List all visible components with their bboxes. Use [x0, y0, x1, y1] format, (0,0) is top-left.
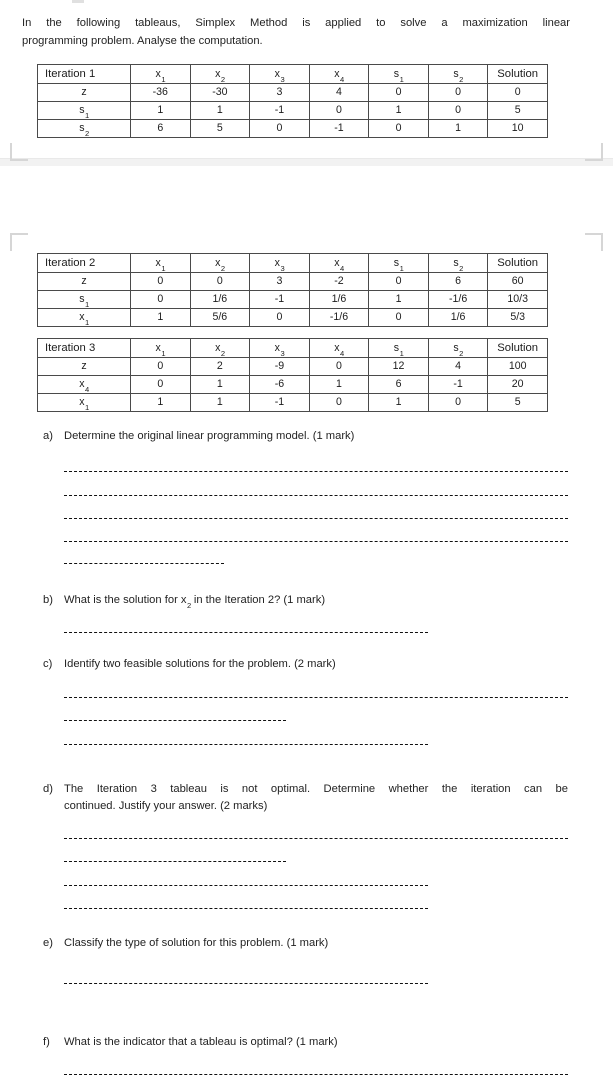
tableau-row: [38, 120, 548, 138]
tableau-row: [38, 394, 548, 412]
answer-line-a-2: [64, 495, 568, 496]
tableau-cell: 4: [428, 358, 488, 376]
answer-line-a-3: [64, 518, 568, 519]
tableau-solution-cell: 100: [488, 358, 548, 376]
question-b-text-post: in the Iteration 2? (1 mark): [190, 594, 326, 606]
tableau-cell: -30: [190, 84, 250, 102]
tableau-header-row: [38, 339, 548, 358]
tableau-title: Iteration 2: [38, 254, 131, 273]
tableau-row: [38, 358, 548, 376]
tableau-cell: 6: [131, 120, 191, 138]
tableau-cell: 4: [309, 84, 369, 102]
tableau-solution-cell: 5: [488, 394, 548, 412]
tableau-column-header-3: $x_3$: [250, 65, 310, 84]
question-c-text: Identify two feasible solutions for the problem. (2 mark): [64, 658, 336, 670]
tableau-cell: 6: [428, 273, 488, 291]
tableau-row-label-3: $x_1$: [38, 394, 131, 412]
tableau-cell: 3: [250, 84, 310, 102]
tableau-solution-cell: 10: [488, 120, 548, 138]
tableau-cell: 0: [428, 394, 488, 412]
question-e-text: Classify the type of solution for this problem. (1 mark): [64, 937, 329, 949]
tableau-column-header-5: $s_1$: [369, 65, 429, 84]
tableau-cell: 6: [369, 376, 429, 394]
tableau-cell: 0: [369, 84, 429, 102]
question-a-marker: a): [43, 430, 53, 442]
tableau-column-header-4: $x_4$: [309, 339, 369, 358]
intro-line-1: In the following tableaus, Simplex Method is applied to solve a maximization linear: [22, 17, 570, 29]
tableau-solution-cell: 5: [488, 102, 548, 120]
tableau-cell: 1: [369, 102, 429, 120]
tableau-cell: 1: [190, 102, 250, 120]
tableau-cell: -1: [250, 291, 310, 309]
question-e: [0, 935, 613, 952]
tableau-cell: 1: [131, 394, 191, 412]
tableau-row-label-3: $s_2$: [38, 120, 131, 138]
question-a-text: Determine the original linear programming model. (1 mark): [64, 430, 355, 442]
tableau-row-label-3: $x_1$: [38, 309, 131, 327]
tableau-cell: 0: [131, 376, 191, 394]
tableau-cell: 0: [250, 309, 310, 327]
answer-line-d-4: [64, 908, 428, 909]
question-d-text: [64, 781, 568, 815]
tableau-row: [38, 84, 548, 102]
question-b-text-pre: What is the solution for x: [64, 594, 187, 606]
tableau-column-header-1: $x_1$: [131, 254, 191, 273]
answer-line-a-1: [64, 471, 568, 472]
tableau-column-header-5: $s_1$: [369, 254, 429, 273]
tableau-row: [38, 309, 548, 327]
tableau-row: [38, 291, 548, 309]
tableau-cell: 12: [369, 358, 429, 376]
tableau-cell: 0: [190, 273, 250, 291]
tableau-iteration-1: [37, 64, 548, 138]
answer-line-d-2: [64, 861, 286, 862]
answer-line-b-1: [64, 632, 428, 633]
answer-line-d-1: [64, 838, 568, 839]
question-e-marker: e): [43, 937, 53, 949]
tableau-cell: 0: [428, 84, 488, 102]
tableau-column-header-3: $x_3$: [250, 339, 310, 358]
tableau-cell: 1: [428, 120, 488, 138]
tableau-cell: -1/6: [428, 291, 488, 309]
tableau-solution-cell: 0: [488, 84, 548, 102]
question-c: [0, 656, 613, 673]
tableau-iteration-3: [37, 338, 548, 412]
tableau-cell: -1/6: [309, 309, 369, 327]
answer-line-f-1: [64, 1074, 568, 1075]
question-d-line-2: continued. Justify your answer. (2 marks): [64, 800, 268, 812]
tableau-cell: -6: [250, 376, 310, 394]
tableau-solution-cell: 5/3: [488, 309, 548, 327]
question-c-marker: c): [43, 658, 53, 670]
tableau-row-label-1: z: [38, 273, 131, 291]
question-b: [0, 592, 613, 609]
tableau-header-row: [38, 254, 548, 273]
tableau-column-header-6: $s_2$: [428, 65, 488, 84]
tableau-cell: 0: [369, 273, 429, 291]
tableau-cell: 1: [190, 376, 250, 394]
question-d-marker: d): [43, 783, 53, 795]
tableau-cell: 3: [250, 273, 310, 291]
answer-line-c-2: [64, 720, 286, 721]
tableau-cell: -9: [250, 358, 310, 376]
tableau-cell: 1: [369, 291, 429, 309]
question-f: [0, 1034, 613, 1051]
tableau-cell: 0: [369, 120, 429, 138]
tableau-cell: 2: [190, 358, 250, 376]
tableau-title: Iteration 3: [38, 339, 131, 358]
tableau-cell: 1: [190, 394, 250, 412]
tableau-cell: 0: [428, 102, 488, 120]
answer-line-c-1: [64, 697, 568, 698]
question-d: [0, 781, 613, 815]
tableau-row-label-2: $s_1$: [38, 102, 131, 120]
tableau-cell: -36: [131, 84, 191, 102]
tableau-cell: 0: [131, 358, 191, 376]
intro-paragraph: [22, 14, 570, 50]
tableau-row: [38, 102, 548, 120]
answer-line-c-3: [64, 744, 428, 745]
tableau-cell: -1: [309, 120, 369, 138]
question-b-marker: b): [43, 594, 53, 606]
tableau-solution-header: Solution: [488, 254, 548, 273]
tableau-cell: 1: [131, 102, 191, 120]
tableau-header-row: [38, 65, 548, 84]
tableau-row-label-2: $x_4$: [38, 376, 131, 394]
tableau-cell: 5/6: [190, 309, 250, 327]
tableau-column-header-2: $x_2$: [190, 65, 250, 84]
tableau-solution-cell: 60: [488, 273, 548, 291]
intro-line-2: programming problem. Analyse the computation.: [22, 35, 263, 47]
tableau-cell: 0: [309, 394, 369, 412]
tableau-cell: 0: [309, 358, 369, 376]
tableau-cell: 0: [369, 309, 429, 327]
tableau-cell: 1/6: [428, 309, 488, 327]
tableau-column-header-6: $s_2$: [428, 254, 488, 273]
tableau-cell: 1: [369, 394, 429, 412]
tableau-cell: -1: [250, 102, 310, 120]
tableau-row-label-1: z: [38, 358, 131, 376]
tableau-cell: 1/6: [309, 291, 369, 309]
tableau-column-header-5: $s_1$: [369, 339, 429, 358]
tableau-row-label-2: $s_1$: [38, 291, 131, 309]
tableau-column-header-6: $s_2$: [428, 339, 488, 358]
tableau-cell: 0: [131, 291, 191, 309]
tableau-cell: 1: [131, 309, 191, 327]
tableau-cell: 1/6: [190, 291, 250, 309]
question-b-subscript: 2: [187, 601, 192, 611]
tableau-cell: 0: [131, 273, 191, 291]
tableau-cell: 1: [309, 376, 369, 394]
question-f-marker: f): [43, 1036, 50, 1048]
tableau-row: [38, 273, 548, 291]
tableau-column-header-4: $x_4$: [309, 65, 369, 84]
tableau-row-label-1: z: [38, 84, 131, 102]
tableau-iteration-2: [37, 253, 548, 327]
answer-line-a-4: [64, 541, 568, 542]
question-f-text: What is the indicator that a tableau is optimal? (1 mark): [64, 1036, 338, 1048]
answer-line-d-3: [64, 885, 428, 886]
tableau-cell: -1: [428, 376, 488, 394]
question-a: [0, 428, 613, 445]
question-d-line-1: The Iteration 3 tableau is not optimal. Determine whether the iteration can be: [64, 783, 568, 795]
tableau-cell: 5: [190, 120, 250, 138]
tableau-solution-header: Solution: [488, 339, 548, 358]
tableau-solution-cell: 20: [488, 376, 548, 394]
tableau-column-header-4: $x_4$: [309, 254, 369, 273]
tableau-column-header-3: $x_3$: [250, 254, 310, 273]
answer-line-e-1: [64, 983, 428, 984]
tableau-column-header-2: $x_2$: [190, 339, 250, 358]
tableau-column-header-2: $x_2$: [190, 254, 250, 273]
clipped-text-stub: [72, 0, 84, 3]
question-b-text: [64, 594, 326, 611]
tableau-cell: -1: [250, 394, 310, 412]
tableau-column-header-1: $x_1$: [131, 339, 191, 358]
tableau-row: [38, 376, 548, 394]
tableau-title: Iteration 1: [38, 65, 131, 84]
tableau-solution-header: Solution: [488, 65, 548, 84]
answer-line-a-5: [64, 563, 224, 564]
tableau-cell: 0: [250, 120, 310, 138]
tableau-column-header-1: $x_1$: [131, 65, 191, 84]
tableau-cell: -2: [309, 273, 369, 291]
tableau-solution-cell: 10/3: [488, 291, 548, 309]
tableau-cell: 0: [309, 102, 369, 120]
